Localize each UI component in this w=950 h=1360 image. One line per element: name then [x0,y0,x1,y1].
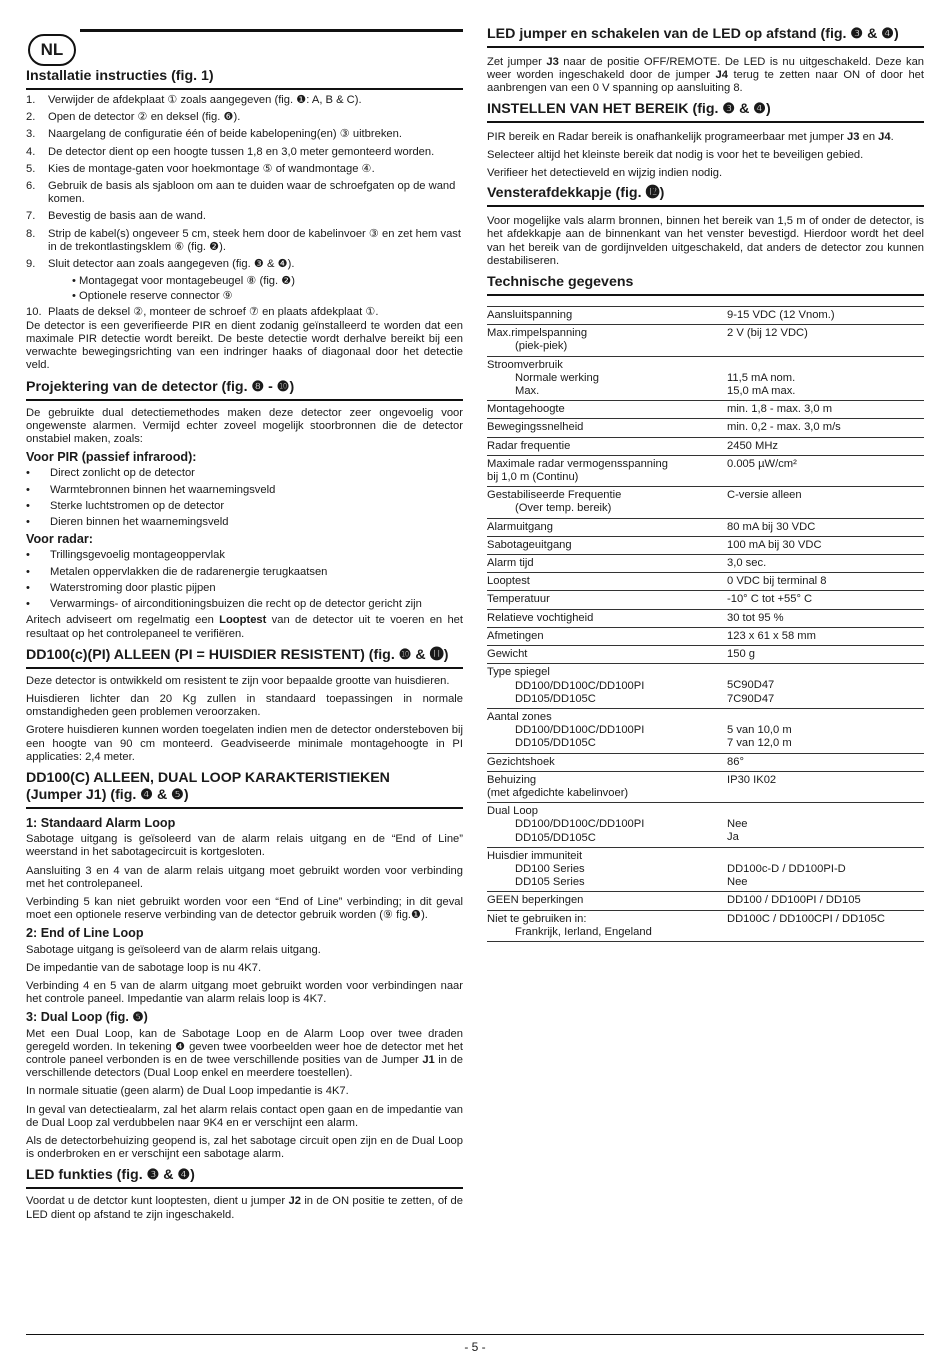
spec-value: 2450 MHz [727,437,924,455]
pet-p1: Deze detector is ontwikkeld om resistent te zijn voor bepaalde grootte van huisdieren. [26,674,450,687]
spec-row [487,892,924,910]
install-step: 5. Kies de montage-gaten voor hoekmontage ⑤ of wandmontage ④. [26,162,375,175]
pir-item: • Warmtebronnen binnen het waarnemingsveld [26,483,276,496]
radar-item: • Waterstroming door plastic pijpen [26,581,216,594]
spec-label: Gezichtshoek [487,753,727,771]
right-column [487,26,924,942]
loop1-title: 1: Standaard Alarm Loop [26,815,176,830]
spec-value: 5 van 10,0 m 7 van 12,0 m [727,708,924,753]
spec-label: Alarm tijd [487,555,727,573]
spec-row [487,609,924,627]
spec-row [487,555,924,573]
radar-item: • Verwarmings- of airconditioningsbuizen die recht op de detector gericht zijn [26,598,422,611]
spec-value: -10° C tot +55° C [727,591,924,609]
install-step: 2. Open de detector ② en deksel (fig. ❻). [26,111,241,124]
loop3-p1: Met een Dual Loop, kan de Sabotage Loop en de Alarm Loop over twee draden geregeld worden. In tekening ❹ geven twee voorbeelden weer hoe de detector met het controle paneel verbonden is en de twee verschillende posities van de Jumper J1 in de verschillende detectors (Dual Loop enkel en meerdere toestellen). [26,1027,463,1080]
spec-row [487,356,924,401]
venster-text: Voor mogelijke vals alarm bronnen, binnen het bereik van 1,5 m of onder de detector, is het afdekkapje aan de binnenkant van het venster bevestigd. Hierdoor wordt het deel van het bereik van de gordijnvelden uitgeschakeld, dat anders de detector zou kunnen destabiliseren. [487,215,924,267]
venster-title: Vensterafdekkapje (fig. ⓬) [487,185,924,207]
loop2-p2: De impedantie van de sabotage loop is nu 4K7. [26,961,262,974]
loop3-p3: In geval van detectiealarm, zal het alarm relais contact open gaan en de impedantie van de Dual Loop zal verdubbelen naar 9K4 en er verschijnt een alarm. [26,1103,463,1129]
spec-label: Looptest [487,573,727,591]
install-step: 9. Sluit detector aan zoals aangegeven (fig. ❸ & ❹). [26,258,295,271]
install-step: 4. De detector dient op een hoogte tussen 1,8 en 3,0 meter gemonteerd worden. [26,145,435,158]
spec-row [487,910,924,941]
install-step: 8. Strip de kabel(s) ongeveer 5 cm, steek hem door de kabelinvoer ③ en zet hem vast in de trekontlastingsklem ⑥ (fig. ❷). [26,227,461,253]
spec-row [487,307,924,325]
spec-row [487,771,924,802]
bereik-p1: PIR bereik en Radar bereik is onafhankelijk programeerbaar met jumper J3 en J4. [487,130,894,143]
spec-label: Afmetingen [487,627,727,645]
spec-value: 5C90D47 7C90D47 [727,664,924,709]
pir-item: • Dieren binnen het waarnemingsveld [26,516,229,529]
spec-label: Aantal zones DD100/DD100C/DD100PI DD105/DD105C [487,708,727,753]
spec-row [487,573,924,591]
spec-value: 123 x 61 x 58 mm [727,627,924,645]
spec-row [487,803,924,848]
loop1-p3: Verbinding 5 kan niet gebruikt worden voor een “End of Line” verbinding; in dit geval moet een optionele reserve verbinding van de detector gebruik worden (⑨ fig.❶). [26,895,463,922]
page-number: - 5 - [464,1340,486,1354]
spec-value: DD100c-D / DD100PI-D Nee [727,847,924,892]
spec-value: C-versie alleen [727,487,924,518]
spec-row [487,627,924,645]
spec-label: Stroomverbruik Normale werking Max. [487,356,727,401]
spec-label: Radar frequentie [487,437,727,455]
spec-row [487,518,924,536]
pet-title: DD100(c)(PI) ALLEEN (PI = HUISDIER RESISTENT) (fig. ❿ & ⓫) [26,647,463,669]
spec-label: Alarmuitgang [487,518,727,536]
spec-label: Aansluitspanning [487,307,727,325]
spec-label: Maximale radar vermogensspanning bij 1,0 m (Continu) [487,455,727,486]
ledjumper-title: LED jumper en schakelen van de LED op afstand (fig. ❸ & ❹) [487,26,924,48]
spec-row [487,646,924,664]
spec-value: 2 V (bij 12 VDC) [727,325,924,356]
spec-row [487,536,924,554]
radar-item: • Trillingsgevoelig montageoppervlak [26,549,225,562]
footer-rule [26,1334,924,1335]
left-column [26,68,463,1227]
spec-row [487,325,924,356]
spec-label: Relatieve vochtigheid [487,609,727,627]
spec-value: min. 1,8 - max. 3,0 m [727,401,924,419]
spec-label: Dual Loop DD100/DD100C/DD100PI DD105/DD105C [487,803,727,848]
loop3-p4: Als de detectorbehuizing geopend is, zal het sabotage circuit open zijn en de Dual Loop is onderbroken en er verschijnt een sabotage alarm. [26,1134,463,1161]
loop1-p2: Aansluiting 3 en 4 van de alarm relais uitgang moet gebruikt worden voor verbinding met het controlepaneel. [26,864,463,890]
loop3-title: 3: Dual Loop (fig. ❺) [26,1010,148,1025]
specs-title: Technische gegevens [487,274,924,296]
spec-value: 100 mA bij 30 VDC [727,536,924,554]
spec-row [487,419,924,437]
radar-list [26,549,463,611]
spec-value: 9-15 VDC (12 Vnom.) [727,307,924,325]
spec-label: Behuizing (met afgedichte kabelinvoer) [487,771,727,802]
loop2-p3: Verbinding 4 en 5 van de alarm uitgang moet gebruikt worden voor verbindingen naar het controle paneel. Impedantie van alarm relais loop is 4K7. [26,979,463,1006]
spec-row [487,847,924,892]
loop1-p1: Sabotage uitgang is geïsoleerd van de alarm relais uitgang en de “End of Line” weerstand in het sabotagecircuit is kortgesloten. [26,833,463,859]
led-title: LED funkties (fig. ❸ & ❹) [26,1167,463,1189]
radar-item: • Metalen oppervlakken die de radarenergie terugkaatsen [26,565,328,578]
spec-value: 86° [727,753,924,771]
spec-row [487,591,924,609]
spec-value: 3,0 sec. [727,555,924,573]
install-step: 6. Gebruik de basis als sjabloon om aan te duiden waar de schroefgaten op de wand komen. [26,180,456,206]
install-note: De detector is een geverifieerde PIR en dient zodanig geïnstalleerd te worden dat een maximale PIR detectie wordt bereikt. De beste detectie wordt derhalve bereikt bij een verwachte bewegingsrichting van een indringer haaks of diagonaal door het detectie veld. [26,319,463,372]
spec-label: Max.rimpelspanning (piek-piek) [487,325,727,356]
pir-title: Voor PIR (passief infrarood): [26,450,197,465]
spec-row [487,708,924,753]
spec-row [487,401,924,419]
dualloop-title-2: (Jumper J1) (fig. ❹ & ❺) [26,787,463,809]
install-substeps [72,275,463,303]
install-steps [26,94,463,271]
specs-table [487,306,924,942]
pet-p2: Huisdieren lichter dan 20 Kg zullen in standaard toepassingen in normale omstandigheden geen problemen veroorzaken. [26,692,463,719]
spec-label: Bewegingssnelheid [487,419,727,437]
spec-label: Temperatuur [487,591,727,609]
install-title: Installatie instructies (fig. 1) [26,68,463,90]
spec-row [487,455,924,486]
spec-value: 80 mA bij 30 VDC [727,518,924,536]
install-step: 7. Bevestig de basis aan de wand. [26,210,206,223]
spec-row [487,487,924,518]
projektering-title: Projektering van de detector (fig. ❽ - ❿) [26,379,463,401]
spec-label: Sabotageuitgang [487,536,727,554]
loop3-p2: In normale situatie (geen alarm) de Dual Loop impedantie is 4K7. [26,1085,349,1098]
spec-value: 11,5 mA nom. 15,0 mA max. [727,356,924,401]
spec-row [487,437,924,455]
install-substep: • Optionele reserve connector ⑨ [72,290,233,303]
pir-list [26,467,463,529]
install-substep: • Montagegat voor montagebeugel ⑧ (fig. ❷) [72,275,295,288]
spec-row [487,664,924,709]
loop2-title: 2: End of Line Loop [26,926,144,941]
spec-label: Gestabiliseerde Frequentie (Over temp. bereik) [487,487,727,518]
top-rule-left [80,29,463,32]
install-step-10: 10. Plaats de deksel ②, monteer de schroef ⑦ en plaats afdekplaat ①. [26,305,379,318]
spec-label: GEEN beperkingen [487,892,727,910]
spec-value: 0.005 µW/cm² [727,455,924,486]
spec-label: Type spiegel DD100/DD100C/DD100PI DD105/DD105C [487,664,727,709]
led-text: Voordat u de detctor kunt looptesten, dient u jumper J2 in de ON positie te zetten, of de LED dient op afstand te zijn ingeschakeld. [26,1195,463,1221]
ledjumper-text: Zet jumper J3 naar de positie OFF/REMOTE. De LED is nu uitgeschakeld. Deze kan weer worden ingeschakeld door de jumper J4 terug te zetten naar ON of door het aanbrengen van een 0 V spanning op aansluiting 8. [487,56,925,95]
spec-value: 0 VDC bij terminal 8 [727,573,924,591]
loop2-p1: Sabotage uitgang is geïsoleerd van de alarm relais uitgang. [26,943,321,956]
pet-p3: Grotere huisdieren kunnen worden toegelaten indien men de detector ondersteboven bij een hoogte van 90 cm monteerd. Geadviseerde minimale montagehoogte in PI applicaties: 2,4 meter. [26,724,463,763]
spec-row [487,753,924,771]
language-badge: NL [28,34,76,66]
bereik-p3: Verifieer het detectieveld en wijzig indien nodig. [487,167,723,180]
install-step: 1. Verwijder de afdekplaat ① zoals aangegeven (fig. ❶: A, B & C). [26,94,362,106]
projektering-intro: De gebruikte dual detectiemethodes maken deze detector zeer ongevoelig voor ongewenste alarmen. Vermijd echter zoveel mogelijk stoorbronnen die de detector onstabiel maken, zoals: [26,406,463,446]
spec-label: Montagehoogte [487,401,727,419]
spec-value: DD100C / DD100CPI / DD105C [727,910,924,941]
spec-label: Huisdier immuniteit DD100 Series DD105 Series [487,847,727,892]
pir-item: • Direct zonlicht op de detector [26,467,195,480]
spec-value: IP30 IK02 [727,771,924,802]
spec-label: Niet te gebruiken in: Frankrijk, Ierland, Engeland [487,910,727,941]
spec-value: Nee Ja [727,803,924,848]
spec-value: DD100 / DD100PI / DD105 [727,892,924,910]
bereik-p2: Selecteer altijd het kleinste bereik dat nodig is voor het te beveiligen gebied. [487,148,864,161]
pir-item: • Sterke luchtstromen op de detector [26,499,225,512]
bereik-title: INSTELLEN VAN HET BEREIK (fig. ❸ & ❹) [487,101,924,123]
looptest-advice: Aritech adviseert om regelmatig een Looptest van de detector uit te voeren en het resultaat op het controlepaneel te verifiëren. [26,614,463,640]
spec-value: min. 0,2 - max. 3,0 m/s [727,419,924,437]
radar-title: Voor radar: [26,532,93,547]
spec-value: 30 tot 95 % [727,609,924,627]
spec-value: 150 g [727,646,924,664]
dualloop-title-1: DD100(C) ALLEEN, DUAL LOOP KARAKTERISTIEKEN [26,769,390,786]
spec-label: Gewicht [487,646,727,664]
install-step: 3. Naargelang de configuratie één of beide kabelopening(en) ③ uitbreken. [26,128,402,141]
